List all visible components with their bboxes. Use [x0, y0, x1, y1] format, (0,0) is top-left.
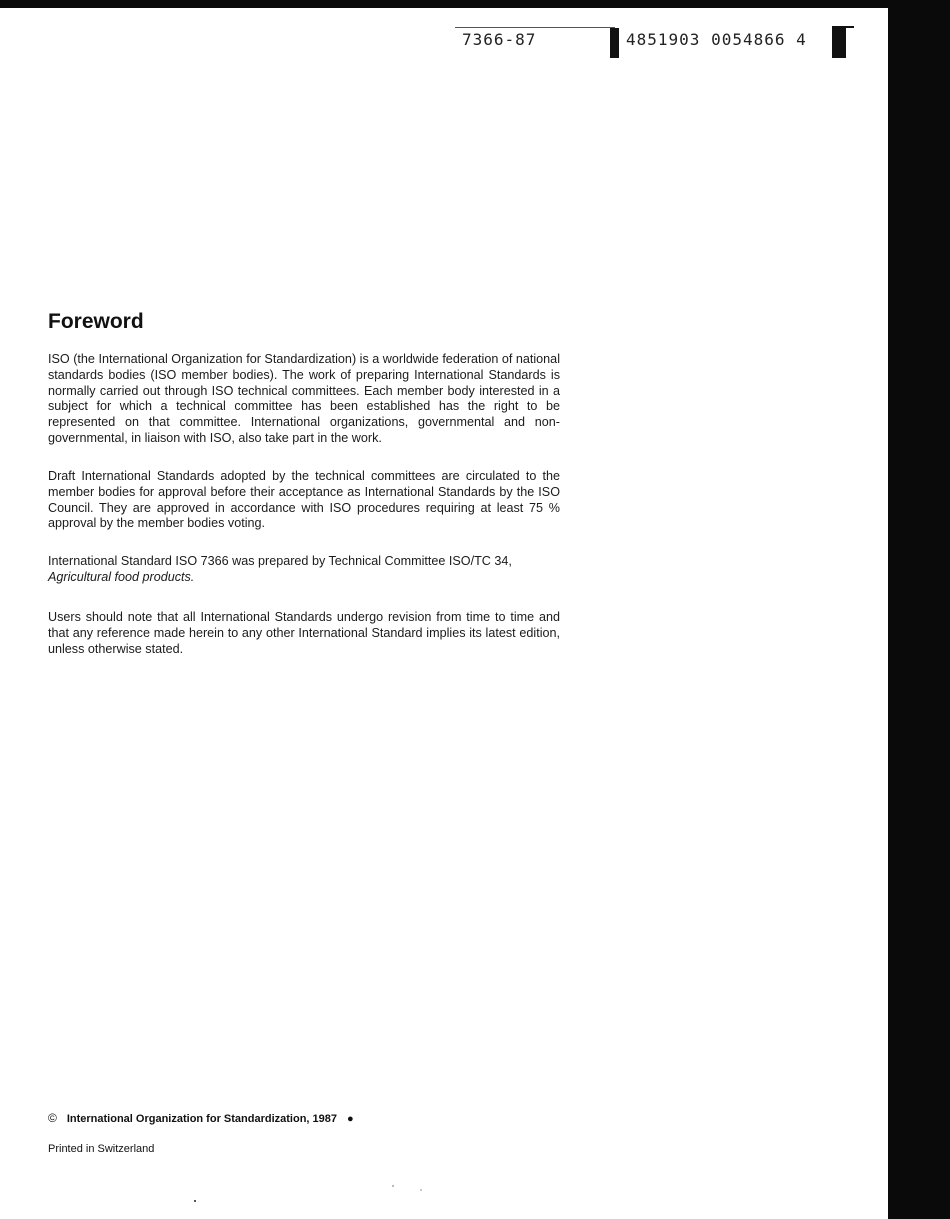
barcode-mark-left	[610, 28, 619, 58]
printed-in: Printed in Switzerland	[48, 1143, 155, 1155]
scan-edge-right	[888, 0, 950, 1219]
barcode-mark-tick	[846, 26, 854, 28]
document-code: 7366-87	[462, 30, 537, 49]
committee-title: Agricultural food products.	[48, 569, 195, 584]
foreword-paragraph-1: ISO (the International Organization for Standardization) is a worldwide federation of national standards bodies (ISO member bodies). The work of preparing International Standards is normally carried out through ISO technical committees. Each member body interested in a subject for which a technical committee has been established has the right to be represented on that committee. International organizations, governmental and non-governmental, in liaison with ISO, also take part in the work.	[48, 352, 560, 445]
copyright-text: International Organization for Standardization, 1987	[66, 1113, 337, 1125]
copyright-line	[48, 1111, 354, 1125]
scan-edge-top	[0, 0, 950, 8]
foreword-paragraph-3: Users should note that all International Standards undergo revision from time to time and that any reference made herein to any other International Standard implies its latest edition, unless otherwise stated.	[48, 610, 560, 656]
copyright-icon: ©	[48, 1111, 57, 1125]
barcode-mark-right	[832, 26, 846, 58]
scan-speck	[392, 1185, 394, 1187]
page-title: Foreword	[48, 310, 144, 333]
standard-statement	[48, 554, 560, 586]
standard-statement-text: International Standard ISO 7366 was prepared by Technical Committee ISO/TC 34,	[48, 554, 512, 568]
foreword-paragraph-2: Draft International Standards adopted by the technical committees are circulated to the member bodies for approval before their acceptance as International Standards by the ISO Council. They are approved in accordance with ISO procedures requiring at least 75 % approval by the member bodies voting.	[48, 469, 560, 531]
scan-speck	[194, 1200, 196, 1202]
bullet-icon: ●	[347, 1113, 354, 1125]
document-page	[0, 8, 888, 1216]
document-code-rule	[455, 27, 615, 28]
barcode-number: 4851903 0054866 4	[626, 30, 807, 49]
scan-speck	[420, 1189, 422, 1191]
